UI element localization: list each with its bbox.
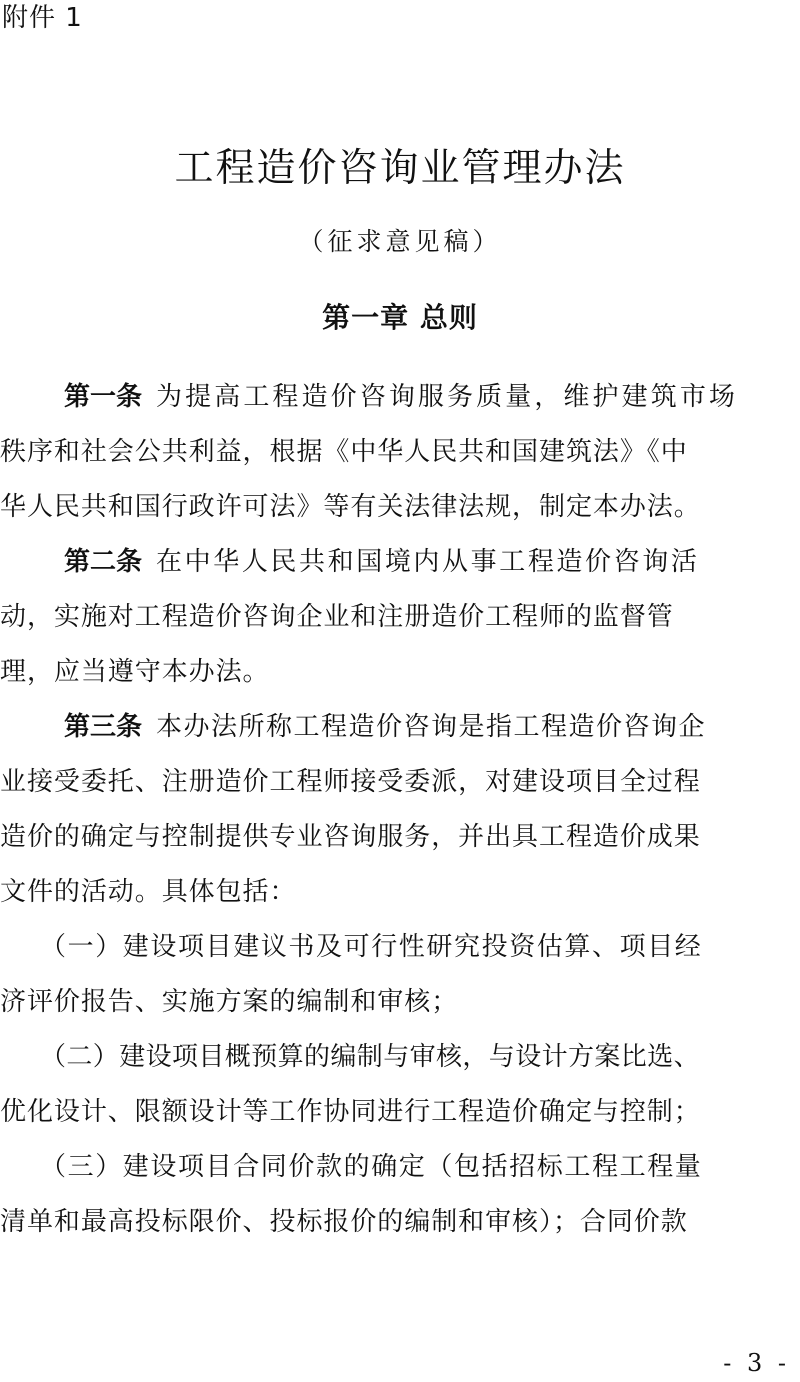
list-item-2-line-1: （二）建设项目概预算的编制与审核，与设计方案比选、: [40, 1042, 701, 1072]
list-item-3-line-1: （三）建设项目合同价款的确定（包括招标工程工程量: [40, 1152, 703, 1182]
document-subtitle: （征求意见稿）: [298, 227, 502, 256]
article-1: [0, 370, 800, 535]
article-3-line-4: 文件的活动。具体包括：: [0, 877, 297, 907]
article-1-line-1: [0, 370, 800, 425]
article-2-text-line-1: 在中华人民共和国境内从事工程造价咨询活: [156, 547, 700, 577]
article-3: [0, 700, 800, 920]
article-1-line-3: 华人民共和国行政许可法》等有关法律法规，制定本办法。: [0, 492, 701, 522]
article-3-number: 第三条: [64, 712, 143, 742]
article-2-line-1: [0, 535, 800, 590]
article-2-number: 第二条: [64, 547, 143, 577]
article-2-line-3: 理，应当遵守本办法。: [0, 657, 270, 687]
list-item-1-line-1: （一）建设项目建议书及可行性研究投资估算、项目经: [40, 932, 703, 962]
list-item-2-line-2: 优化设计、限额设计等工作协同进行工程造价确定与控制；: [0, 1097, 701, 1127]
attachment-label: 附件 1: [2, 3, 83, 33]
document-title: 工程造价咨询业管理办法: [174, 146, 626, 191]
article-3-text-line-1: 本办法所称工程造价咨询是指工程造价咨询企: [156, 712, 707, 742]
list-item-3-line-2: 清单和最高投标限价、投标报价的编制和审核）；合同价款: [0, 1207, 688, 1237]
article-1-text-line-1: 为提高工程造价咨询服务质量，维护建筑市场: [156, 382, 739, 412]
list-item-1: [0, 920, 800, 1030]
article-3-line-3: 造价的确定与控制提供专业咨询服务，并出具工程造价成果: [0, 822, 701, 852]
page-number: - 3 -: [723, 1349, 790, 1377]
article-1-line-2: 秩序和社会公共利益，根据《中华人民共和国建筑法》《中: [0, 437, 688, 467]
list-item-1-line-2: 济评价报告、实施方案的编制和审核；: [0, 987, 459, 1017]
list-item-2: [0, 1030, 800, 1140]
article-2-line-2: 动，实施对工程造价咨询企业和注册造价工程师的监督管: [0, 602, 674, 632]
article-2: [0, 535, 800, 700]
article-1-number: 第一条: [64, 382, 143, 412]
article-3-line-2: 业接受委托、注册造价工程师接受委派，对建设项目全过程: [0, 767, 701, 797]
chapter-heading: 第一章 总则: [322, 301, 478, 334]
article-3-line-1: [0, 700, 800, 755]
list-item-3: [0, 1140, 800, 1250]
document-body: [0, 370, 800, 1250]
